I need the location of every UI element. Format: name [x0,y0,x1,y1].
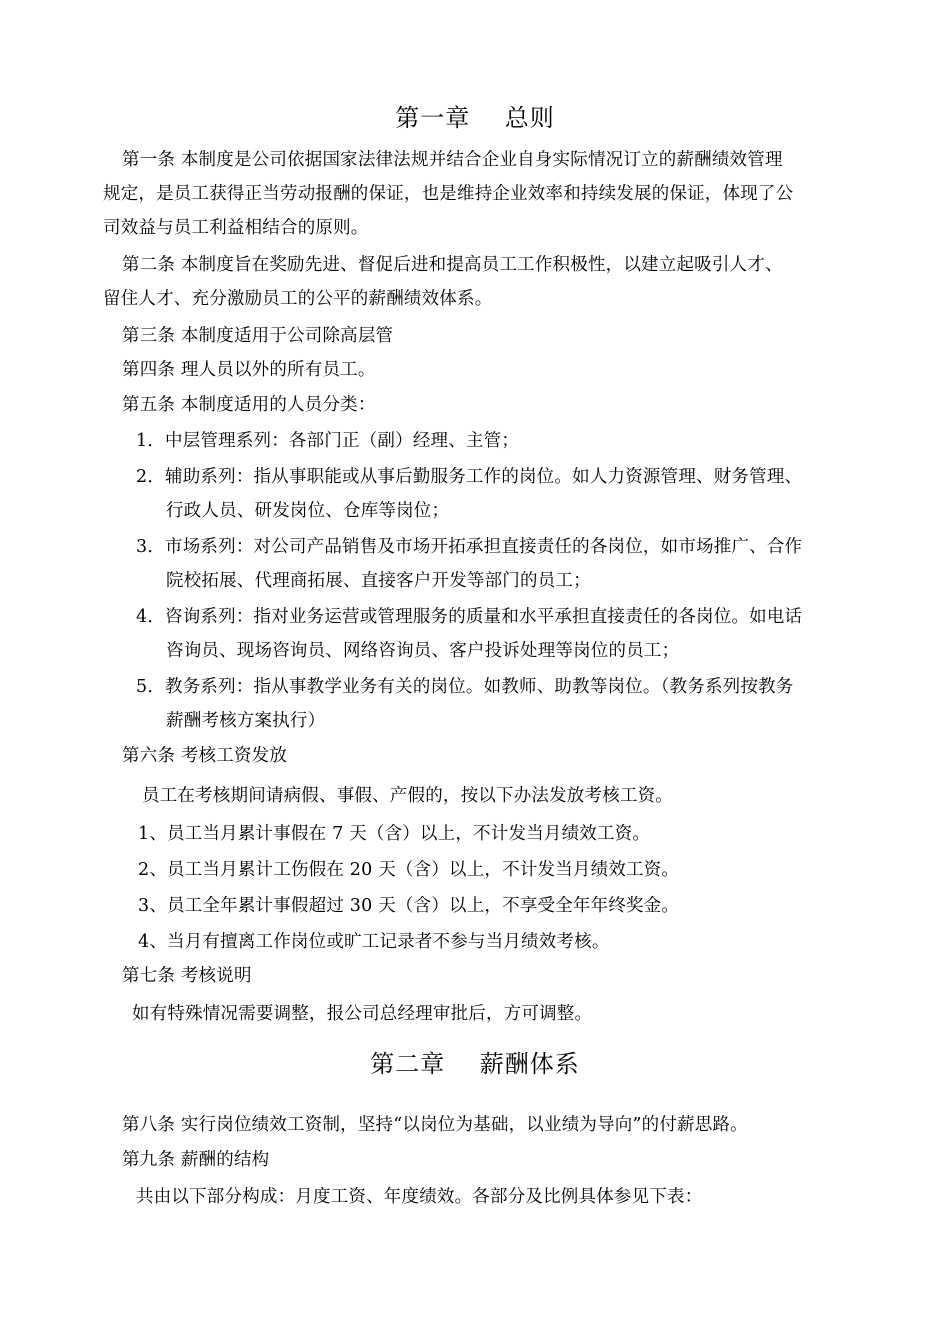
chapter-2-title: 第二章 薪酬体系 [370,1050,580,1078]
article-4: 第四条 理人员以外的所有员工。 [122,360,376,380]
article-1-line-3: 司效益与员工利益相结合的原则。 [103,218,369,238]
article-7-body: 如有特殊情况需要调整，报公司总经理审批后，方可调整。 [132,1004,593,1024]
article-5-item-5-line-2: 薪酬考核方案执行） [166,711,326,731]
chapter-1-title: 第一章 总则 [395,104,555,132]
article-1-line-1: 第一条 本制度是公司依据国家法律法规并结合企业自身实际情况订立的薪酬绩效管理 [122,150,783,170]
article-6-item-2: 2、员工当月累计工伤假在 20 天（含）以上，不计发当月绩效工资。 [138,860,680,880]
article-8: 第八条 实行岗位绩效工资制，坚持“以岗位为基础，以业绩为导向”的付薪思路。 [122,1115,748,1135]
article-2-line-1: 第二条 本制度旨在奖励先进、督促后进和提高员工工作积极性，以建立起吸引人才、 [122,255,783,275]
article-3: 第三条 本制度适用于公司除高层管 [122,326,394,346]
article-6-item-3: 3、员工全年累计事假超过 30 天（含）以上，不享受全年年终奖金。 [138,896,680,916]
article-5-item-4-line-1: 4．咨询系列：指对业务运营或管理服务的质量和水平承担直接责任的各岗位。如电话 [136,607,803,627]
article-7-heading: 第七条 考核说明 [122,966,252,986]
article-5-item-5-line-1: 5．教务系列：指从事教学业务有关的岗位。如教师、助教等岗位。（教务系列按教务 [136,677,794,697]
article-5-heading: 第五条 本制度适用的人员分类： [122,395,376,415]
article-5-item-4-line-2: 咨询员、现场咨询员、网络咨询员、客户投诉处理等岗位的员工； [166,641,680,661]
article-6-intro: 员工在考核期间请病假、事假、产假的，按以下办法发放考核工资。 [142,786,673,806]
article-5-item-3-line-2: 院校拓展、代理商拓展、直接客户开发等部门的员工； [166,571,591,591]
article-9-heading: 第九条 薪酬的结构 [122,1150,270,1170]
article-5-item-3-line-1: 3．市场系列：对公司产品销售及市场开拓承担直接责任的各岗位，如市场推广、合作 [136,537,803,557]
article-1-line-2: 规定，是员工获得正当劳动报酬的保证，也是维持企业效率和持续发展的保证，体现了公 [103,184,794,204]
article-5-item-1: 1．中层管理系列：各部门正（副）经理、主管； [136,431,520,451]
article-6-heading: 第六条 考核工资发放 [122,746,288,766]
article-2-line-2: 留住人才、充分激励员工的公平的薪酬绩效体系。 [103,289,493,309]
article-5-item-2-line-2: 行政人员、研发岗位、仓库等岗位； [166,501,450,521]
article-5-item-2-line-1: 2．辅助系列：指从事职能或从事后勤服务工作的岗位。如人力资源管理、财务管理、 [136,467,803,487]
article-9-body: 共由以下部分构成：月度工资、年度绩效。各部分及比例具体参见下表： [136,1187,703,1207]
article-6-item-1: 1、员工当月累计事假在 7 天（含）以上，不计发当月绩效工资。 [138,824,651,844]
article-6-item-4: 4、当月有擅离工作岗位或旷工记录者不参与当月绩效考核。 [138,932,610,952]
